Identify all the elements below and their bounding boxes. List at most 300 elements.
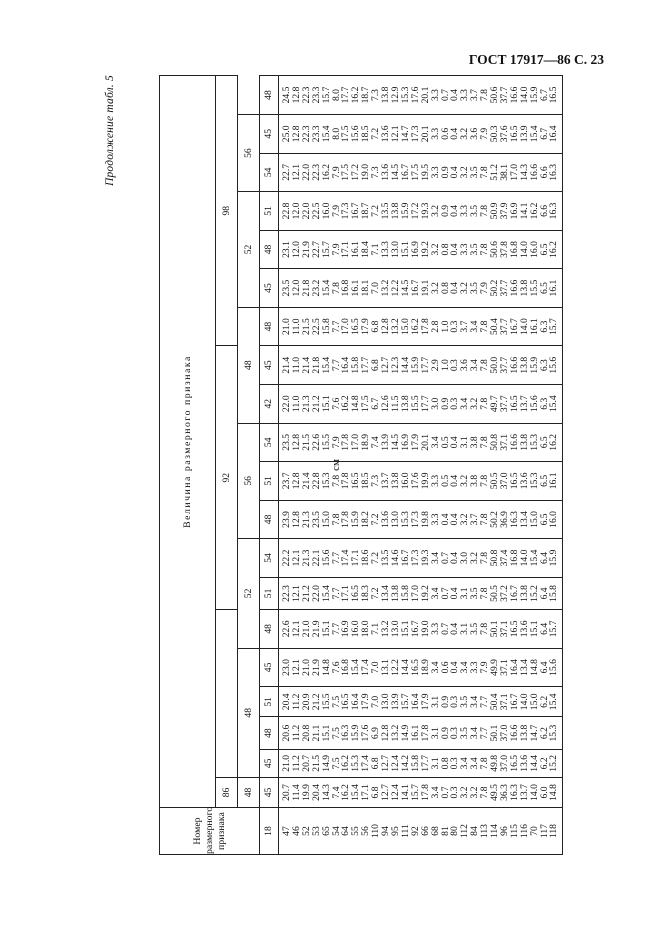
value-cell: 0.7: [441, 777, 451, 807]
value-cell: 6.6: [540, 192, 550, 231]
value-cell: 0.4: [450, 500, 460, 539]
value-cell: 6.8: [371, 777, 381, 807]
value-cell: 7.8: [332, 269, 342, 308]
value-cell: 15.1: [322, 717, 332, 749]
value-cell: 6.2: [540, 717, 550, 749]
value-cell: 0.9: [441, 384, 451, 423]
value-cell: 22.5: [312, 307, 322, 346]
value-cell: 16.1: [351, 269, 361, 308]
value-cell: 12.1: [292, 153, 302, 192]
header-hip-92-45: 45: [260, 648, 279, 687]
value-cell: 37.4: [500, 539, 510, 578]
value-cell: 3.3: [460, 76, 470, 115]
value-cell: 18.1: [361, 269, 371, 308]
value-cell: 18.7: [361, 192, 371, 231]
value-cell: 14.1: [520, 192, 530, 231]
value-cell: 7.7: [332, 307, 342, 346]
feature-number-cell: 114: [490, 808, 500, 855]
value-cell: 16.2: [341, 777, 351, 807]
page-header-standard: ГОСТ 17917—86 С. 23: [468, 52, 604, 67]
value-cell: 50.8: [490, 539, 500, 578]
value-cell: 13.1: [381, 648, 391, 687]
value-cell: 15.4: [549, 384, 562, 423]
value-cell: 3.4: [470, 307, 480, 346]
value-cell: 16.5: [351, 577, 361, 609]
value-cell: 0.6: [441, 648, 451, 687]
value-cell: 18.6: [361, 539, 371, 578]
value-cell: 15.6: [549, 346, 562, 385]
value-cell: 15.2: [530, 577, 540, 609]
feature-number-cell: 64: [341, 808, 351, 855]
value-cell: 16.3: [549, 192, 562, 231]
value-cell: 14.4: [401, 346, 411, 385]
value-cell: 16.3: [549, 153, 562, 192]
value-cell: 14.9: [322, 749, 332, 777]
value-cell: 3.1: [431, 717, 441, 749]
value-cell: 3.2: [460, 153, 470, 192]
value-cell: 6.5: [540, 269, 550, 308]
value-cell: 6.4: [540, 648, 550, 687]
value-cell: 16.3: [510, 500, 520, 539]
header-hip-98-48-48: 48: [260, 307, 279, 346]
value-cell: 49.7: [490, 384, 500, 423]
value-cell: 11.0: [292, 384, 302, 423]
value-cell: 7.6: [332, 648, 342, 687]
value-cell: 3.2: [431, 192, 441, 231]
value-cell: 3.6: [460, 346, 470, 385]
value-cell: 15.9: [530, 346, 540, 385]
value-cell: 3.7: [460, 307, 470, 346]
value-cell: 15.0: [530, 500, 540, 539]
value-cell: 7.4: [371, 423, 381, 462]
value-cell: 15.9: [411, 346, 421, 385]
value-cell: 20.1: [421, 76, 431, 115]
value-cell: 12.0: [292, 192, 302, 231]
value-cell: 17.5: [411, 153, 421, 192]
value-cell: 7.8: [480, 610, 490, 649]
value-cell: 7.7: [480, 717, 490, 749]
value-cell: 18.0: [361, 610, 371, 649]
value-cell: 0.4: [450, 230, 460, 269]
value-cell: 0.7: [441, 539, 451, 578]
value-cell: 20.7: [279, 777, 292, 807]
value-cell: 16.0: [530, 230, 540, 269]
header-hip-92-56-51: 51: [260, 462, 279, 501]
value-cell: 17.9: [421, 687, 431, 717]
value-cell: 23.3: [312, 76, 322, 115]
value-cell: 22.0: [302, 153, 312, 192]
value-cell: 50.4: [490, 307, 500, 346]
value-cell: 17.9: [411, 423, 421, 462]
value-cell: 21.3: [302, 539, 312, 578]
value-cell: 0.3: [450, 749, 460, 777]
value-cell: 21.4: [302, 346, 312, 385]
value-cell: 22.3: [302, 115, 312, 154]
value-cell: 14.3: [520, 153, 530, 192]
value-cell: 3.1: [431, 749, 441, 777]
value-cell: 13.6: [381, 115, 391, 154]
value-cell: 3.1: [460, 423, 470, 462]
value-cell: 7.8: [480, 153, 490, 192]
header-chest-48-b: 48: [238, 648, 260, 777]
value-cell: 13.2: [381, 269, 391, 308]
value-cell: 15.6: [549, 648, 562, 687]
value-cell: 17.1: [341, 230, 351, 269]
value-cell: 18.9: [421, 648, 431, 687]
value-cell: 15.7: [322, 230, 332, 269]
value-cell: 19.1: [421, 269, 431, 308]
value-cell: 7.3: [371, 462, 381, 501]
value-cell: 19.9: [302, 777, 312, 807]
feature-number-cell: 117: [540, 808, 550, 855]
value-cell: 12.7: [381, 777, 391, 807]
value-cell: 7.9: [332, 423, 342, 462]
value-cell: 36.3: [500, 777, 510, 807]
value-cell: 14.0: [520, 687, 530, 717]
value-cell: 21.8: [302, 269, 312, 308]
header-chest-48-a: 48: [238, 777, 260, 807]
value-cell: 6.4: [540, 577, 550, 609]
value-cell: 6.9: [371, 717, 381, 749]
value-cell: 14.0: [520, 307, 530, 346]
value-cell: 7.8: [332, 500, 342, 539]
feature-number-cell: 113: [480, 808, 490, 855]
value-cell: 3.5: [470, 610, 480, 649]
value-cell: 15.6: [351, 115, 361, 154]
value-cell: 3.3: [470, 648, 480, 687]
value-cell: 20.4: [279, 687, 292, 717]
value-cell: 17.6: [411, 76, 421, 115]
value-cell: 15.3: [322, 462, 332, 501]
value-cell: 15.5: [322, 423, 332, 462]
value-cell: 15.7: [322, 76, 332, 115]
value-cell: 7.0: [371, 648, 381, 687]
value-cell: 13.0: [381, 687, 391, 717]
value-cell: 16.9: [510, 192, 520, 231]
value-cell: 0.4: [450, 610, 460, 649]
value-cell: 21.8: [312, 346, 322, 385]
value-cell: 15.6: [530, 384, 540, 423]
value-cell: 12.8: [292, 462, 302, 501]
value-cell: 13.3: [381, 230, 391, 269]
value-cell: 15.5: [411, 384, 421, 423]
value-cell: 7.9: [332, 153, 342, 192]
value-cell: 21.2: [302, 577, 312, 609]
table-continuation-text: Продолжение табл. 5: [104, 75, 116, 187]
value-cell: 17.8: [421, 307, 431, 346]
value-cell: 7.9: [480, 648, 490, 687]
feature-number-cell: 65: [322, 808, 332, 855]
value-cell: 13.4: [520, 648, 530, 687]
value-cell: 20.1: [421, 115, 431, 154]
header-hip-86-48: 48: [260, 717, 279, 749]
value-cell: 13.7: [381, 462, 391, 501]
value-cell: 22.7: [279, 153, 292, 192]
value-cell: 16.2: [530, 192, 540, 231]
value-cell: 16.6: [510, 346, 520, 385]
feature-number-cell: 118: [549, 808, 562, 855]
value-cell: 7.5: [332, 749, 342, 777]
value-cell: 7.2: [371, 500, 381, 539]
value-cell: 3.2: [470, 539, 480, 578]
value-cell: 0.4: [450, 423, 460, 462]
value-cell: 18.2: [361, 500, 371, 539]
value-cell: 0.8: [441, 230, 451, 269]
value-cell: 19.0: [421, 610, 431, 649]
value-cell: 22.3: [279, 577, 292, 609]
value-cell: 13.8: [520, 717, 530, 749]
value-cell: 3.3: [431, 462, 441, 501]
value-cell: 21.5: [312, 749, 322, 777]
value-cell: 0.8: [441, 749, 451, 777]
value-cell: 17.8: [341, 462, 351, 501]
header-hip-86-51: 51: [260, 687, 279, 717]
value-cell: 16.4: [510, 648, 520, 687]
value-cell: 18.4: [361, 230, 371, 269]
value-cell: 17.4: [361, 749, 371, 777]
value-cell: 3.7: [470, 500, 480, 539]
value-cell: 6.2: [540, 687, 550, 717]
value-cell: 22.0: [279, 384, 292, 423]
value-cell: 15.4: [322, 115, 332, 154]
value-cell: 3.2: [460, 462, 470, 501]
value-cell: 15.0: [322, 500, 332, 539]
value-cell: 3.2: [460, 500, 470, 539]
value-cell: 50.3: [490, 115, 500, 154]
value-cell: 17.4: [341, 539, 351, 578]
header-height-86: 86: [216, 777, 238, 807]
value-cell: 7.7: [332, 610, 342, 649]
header-hip-98-48-42: 42: [260, 384, 279, 423]
value-cell: 3.5: [460, 687, 470, 717]
value-cell: 13.6: [520, 462, 530, 501]
value-cell: 13.6: [381, 500, 391, 539]
value-cell: 14.4: [530, 749, 540, 777]
value-cell: 16.2: [549, 423, 562, 462]
value-cell: 13.2: [391, 717, 401, 749]
value-cell: 20.8: [302, 717, 312, 749]
header-feature-number: Номер размерного признака: [160, 808, 260, 855]
rotated-table-area: [82, 75, 580, 855]
value-cell: 21.0: [302, 648, 312, 687]
header-chest-52: 52: [238, 539, 260, 648]
value-cell: 12.1: [292, 577, 302, 609]
feature-number-cell: 54: [332, 808, 342, 855]
value-cell: 0.3: [450, 384, 460, 423]
value-cell: 50.2: [490, 269, 500, 308]
value-cell: 3.3: [431, 500, 441, 539]
value-cell: 0.5: [441, 423, 451, 462]
value-cell: 3.2: [460, 777, 470, 807]
value-cell: 15.3: [530, 423, 540, 462]
value-cell: 0.9: [441, 192, 451, 231]
value-cell: 21.0: [279, 307, 292, 346]
value-cell: 0.8: [441, 269, 451, 308]
value-cell: 15.1: [322, 610, 332, 649]
value-cell: 13.0: [391, 230, 401, 269]
value-cell: 25.0: [279, 115, 292, 154]
header-value-label: Величина размерного признака: [160, 76, 216, 808]
value-cell: 16.1: [549, 462, 562, 501]
value-cell: 12.1: [292, 610, 302, 649]
value-cell: 17.5: [341, 153, 351, 192]
value-cell: 15.0: [530, 687, 540, 717]
value-cell: 16.1: [411, 717, 421, 749]
value-cell: 15.8: [322, 307, 332, 346]
value-cell: 7.5: [332, 687, 342, 717]
value-cell: 15.9: [351, 717, 361, 749]
value-cell: 7.2: [371, 192, 381, 231]
value-cell: 3.3: [431, 153, 441, 192]
value-cell: 3.3: [460, 230, 470, 269]
value-cell: 7.8: [480, 346, 490, 385]
value-cell: 3.5: [470, 153, 480, 192]
value-cell: 18.3: [361, 577, 371, 609]
value-cell: 22.6: [312, 423, 322, 462]
value-cell: 37.9: [500, 192, 510, 231]
header-index-18: 18: [260, 808, 279, 855]
value-cell: 7.0: [371, 687, 381, 717]
value-cell: 15.9: [401, 192, 411, 231]
value-cell: 12.4: [391, 749, 401, 777]
value-cell: 6.4: [540, 610, 550, 649]
value-cell: 17.1: [351, 539, 361, 578]
value-cell: 12.0: [292, 230, 302, 269]
table-row: [431, 76, 441, 855]
value-cell: 15.8: [411, 749, 421, 777]
value-cell: 36.9: [500, 500, 510, 539]
value-cell: 11.4: [292, 777, 302, 807]
value-cell: 17.1: [361, 777, 371, 807]
value-cell: 22.5: [312, 192, 322, 231]
feature-number-cell: 95: [391, 808, 401, 855]
value-cell: 0.4: [450, 539, 460, 578]
value-cell: 21.4: [302, 462, 312, 501]
value-cell: 15.9: [351, 500, 361, 539]
value-cell: 12.4: [391, 777, 401, 807]
value-cell: 3.5: [470, 269, 480, 308]
value-cell: 15.3: [549, 717, 562, 749]
value-cell: 19.2: [421, 230, 431, 269]
value-cell: 20.6: [279, 717, 292, 749]
value-cell: 37.7: [500, 346, 510, 385]
value-cell: 17.5: [361, 384, 371, 423]
value-cell: 14.2: [401, 749, 411, 777]
value-cell: 22.6: [279, 610, 292, 649]
value-cell: 21.9: [302, 230, 312, 269]
value-cell: 14.4: [401, 648, 411, 687]
value-cell: 6.8: [371, 307, 381, 346]
value-cell: 16.5: [510, 462, 520, 501]
table-row: [279, 76, 292, 855]
value-cell: 23.5: [279, 423, 292, 462]
value-cell: 50.5: [490, 577, 500, 609]
value-cell: 12.8: [292, 76, 302, 115]
value-cell: 11.5: [391, 384, 401, 423]
value-cell: 22.0: [302, 192, 312, 231]
value-cell: 23.7: [279, 462, 292, 501]
value-cell: 13.4: [520, 500, 530, 539]
feature-number-cell: 55: [351, 808, 361, 855]
value-cell: 37.1: [500, 423, 510, 462]
feature-number-cell: 110: [371, 808, 381, 855]
value-cell: 7.8: [480, 230, 490, 269]
value-cell: 16.6: [510, 717, 520, 749]
value-cell: 6.5: [540, 423, 550, 462]
value-cell: 0.4: [450, 269, 460, 308]
value-cell: 3.4: [431, 577, 441, 609]
value-cell: 7.8: [480, 307, 490, 346]
value-cell: 16.0: [351, 610, 361, 649]
value-cell: 3.4: [470, 346, 480, 385]
value-cell: 15.4: [530, 539, 540, 578]
value-cell: 3.4: [460, 648, 470, 687]
value-cell: 3.1: [460, 577, 470, 609]
feature-number-cell: 52: [302, 808, 312, 855]
value-cell: 16.5: [341, 687, 351, 717]
value-cell: 15.1: [401, 230, 411, 269]
value-cell: 7.8: [480, 749, 490, 777]
value-cell: 23.0: [279, 648, 292, 687]
value-cell: 11.0: [292, 307, 302, 346]
value-cell: 2.9: [431, 346, 441, 385]
value-cell: 17.2: [351, 153, 361, 192]
value-cell: 15.9: [549, 539, 562, 578]
value-cell: 18.7: [361, 76, 371, 115]
value-cell: 15.1: [530, 610, 540, 649]
value-cell: 3.1: [460, 610, 470, 649]
value-cell: 11.2: [292, 687, 302, 717]
value-cell: 7.2: [371, 539, 381, 578]
value-cell: 13.2: [391, 307, 401, 346]
value-cell: 16.4: [341, 346, 351, 385]
value-cell: 21.1: [312, 717, 322, 749]
value-cell: 37.1: [500, 610, 510, 649]
feature-number-cell: 92: [411, 808, 421, 855]
value-cell: 3.4: [470, 717, 480, 749]
value-cell: 37.8: [500, 230, 510, 269]
value-cell: 16.5: [351, 462, 361, 501]
value-cell: 3.2: [431, 269, 441, 308]
value-cell: 3.3: [431, 115, 441, 154]
header-hip-92-52-51: 51: [260, 577, 279, 609]
value-cell: 13.0: [391, 500, 401, 539]
value-cell: 3.6: [470, 115, 480, 154]
value-cell: 50.4: [490, 687, 500, 717]
value-cell: 15.3: [351, 749, 361, 777]
value-cell: 0.4: [450, 192, 460, 231]
value-cell: 3.8: [470, 423, 480, 462]
header-hip-98-56-48: 48: [260, 76, 279, 115]
value-cell: 7.8: [480, 577, 490, 609]
value-cell: 22.1: [312, 539, 322, 578]
value-cell: 16.2: [341, 749, 351, 777]
value-cell: 16.5: [411, 648, 421, 687]
value-cell: 15.2: [549, 749, 562, 777]
value-cell: 11.2: [292, 749, 302, 777]
value-cell: 17.7: [421, 346, 431, 385]
value-cell: 14.9: [401, 717, 411, 749]
feature-number-cell: 66: [421, 808, 431, 855]
value-cell: 19.0: [361, 153, 371, 192]
value-cell: 7.1: [371, 610, 381, 649]
value-cell: 37.1: [500, 687, 510, 717]
value-cell: 16.8: [341, 648, 351, 687]
value-cell: 37.7: [500, 269, 510, 308]
value-cell: 16.4: [351, 687, 361, 717]
feature-number-cell: 84: [470, 808, 480, 855]
value-cell: 20.1: [421, 423, 431, 462]
